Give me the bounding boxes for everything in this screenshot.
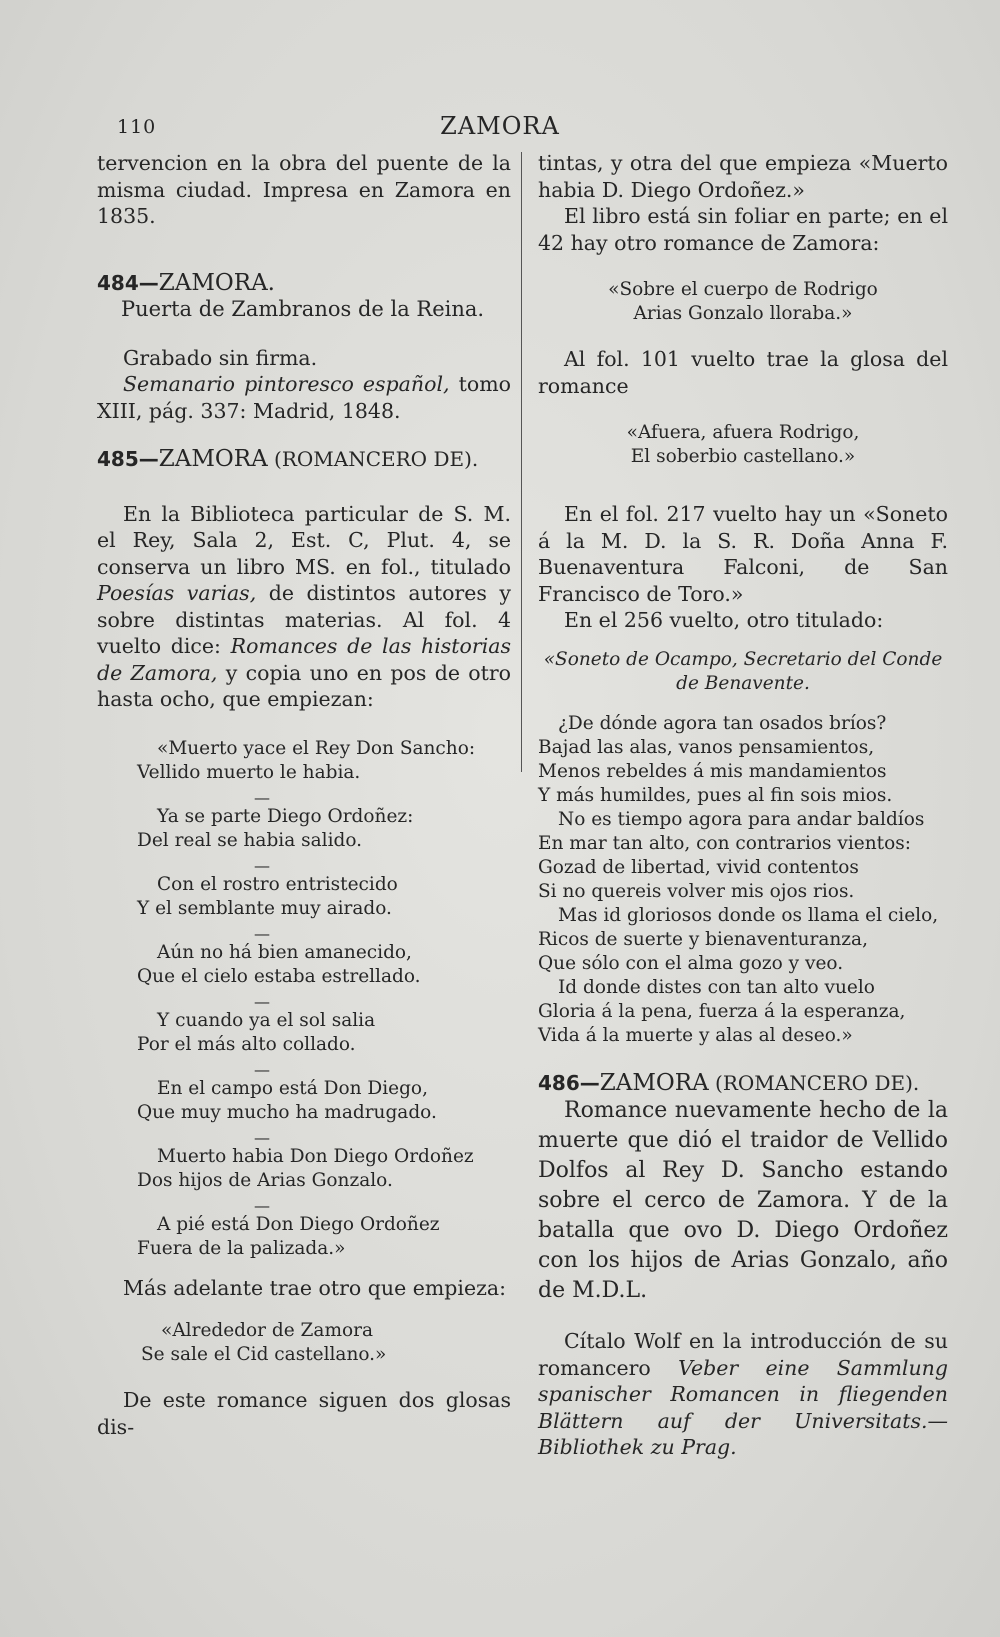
verse-line: El soberbio castellano.» (630, 446, 856, 467)
verse-line: Arias Gonzalo lloraba.» (633, 303, 853, 324)
verse-line: Se sale el Cid castellano.» (141, 1344, 387, 1365)
verse-line: Del real se habia salido. (137, 829, 363, 851)
entry-486-title-rest: (ROMANCERO DE). (708, 1070, 920, 1095)
entry-486-citation-text: Cítalo Wolf en la introducción de su romancero (538, 1329, 948, 1380)
verse-stanza-2 (133, 805, 511, 853)
entry-484-subtitle: Puerta de Zambranos de la Reina. (121, 297, 485, 321)
entry-486-body: Romance nuevamente hecho de la muerte que dió el traidor de Vellido Dolfos al Rey D. Sancho estando sobre el cerco de Zamora. Y de la batalla que ovo D. Diego Ordoñez con los hijos de Arias Gonzalo, año de M.D.L. (538, 1098, 948, 1303)
verse-line: «Muerto yace el Rey Don Sancho: (157, 737, 476, 759)
verse-stanza-5 (133, 1009, 511, 1057)
sonnet (538, 712, 948, 1048)
entry-485-number: 485— (97, 447, 159, 471)
sonnet-line: Id donde distes con tan alto vuelo (558, 976, 875, 998)
entry-486-title: ZAMORA (599, 1069, 709, 1096)
verse-stanza-8 (133, 1213, 511, 1261)
sonnet-line: Gloria á la pena, fuerza á la esperanza, (538, 1000, 906, 1022)
verse-line: En el campo está Don Diego, (157, 1077, 428, 1099)
paragraph-tintas: tintas, y otra del que empieza «Muerto habia D. Diego Ordoñez.» (538, 151, 948, 202)
verse-line: A pié está Don Diego Ordoñez (157, 1213, 440, 1235)
verse-line: Y cuando ya el sol salia (157, 1009, 376, 1031)
sonnet-line: Ricos de suerte y bienaventuranza, (538, 928, 868, 950)
entry-484-number: 484— (97, 270, 159, 295)
verse-line: «Alrededor de Zamora (161, 1320, 373, 1341)
verse-line: Dos hijos de Arias Gonzalo. (137, 1169, 393, 1191)
verse-stanza-7 (133, 1145, 511, 1193)
entry-485-title: ZAMORA (158, 446, 268, 472)
entry-485-heading (97, 446, 511, 473)
sonnet-line: Y más humildes, pues al fin sois mios. (538, 784, 893, 806)
stanza-separator: — (254, 787, 270, 807)
paragraph-glosas: De este romance siguen dos glosas dis- (97, 1388, 511, 1439)
entry-485-text-a: En la Biblioteca particular de S. M. el Rey, Sala 2, Est. C, Plut. 4, se conserva un libro MS. en fol., titulado (97, 501, 511, 579)
sonnet-line: No es tiempo agora para andar baldíos (558, 808, 925, 830)
quote-alrededor (97, 1319, 511, 1367)
entry-484-title: ZAMORA. (158, 269, 275, 296)
verse-line: Muerto habia Don Diego Ordoñez (157, 1145, 474, 1167)
verse-line: Y el semblante muy airado. (137, 897, 392, 919)
paragraph-libro: El libro está sin foliar en parte; en el 42 hay otro romance de Zamora: (538, 204, 948, 255)
verse-stanza-6 (133, 1077, 511, 1125)
entry-486-heading (538, 1070, 948, 1097)
verse-line: «Afuera, afuera Rodrigo, (626, 422, 860, 443)
verse-line: «Sobre el cuerpo de Rodrigo (608, 279, 878, 300)
stanza-separator: — (254, 1059, 270, 1079)
paragraph-fol-101: Al fol. 101 vuelto trae la glosa del romance (538, 347, 948, 398)
right-column (538, 150, 948, 1461)
entry-485-italic-2: Romances de las historias de Zamora, (97, 634, 511, 685)
sonnet-line: Que sólo con el alma gozo y veo. (538, 952, 844, 974)
paragraph-fol-256: En el 256 vuelto, otro titulado: (564, 608, 884, 632)
page-number: 110 (117, 116, 157, 138)
entry-484-heading (97, 270, 511, 297)
verse-stanza-4 (133, 941, 511, 989)
entry-485-title-rest: (ROMANCERO DE). (267, 447, 479, 471)
continuation-paragraph: tervencion en la obra del puente de la misma ciudad. Impresa en Zamora en 1835. (97, 151, 511, 228)
entry-484-source-title: Semanario pintoresco español, (123, 372, 450, 396)
entry-484-note: Grabado sin firma. (123, 345, 318, 370)
sonnet-line: ¿De dónde agora tan osados bríos? (558, 712, 887, 734)
sonnet-line: Si no quereis volver mis ojos rios. (538, 880, 855, 902)
entry-486-number: 486— (538, 1070, 600, 1095)
sonnet-line: Mas id gloriosos donde os llama el cielo, (558, 904, 939, 926)
verse-line: Que el cielo estaba estrellado. (137, 965, 421, 987)
sonnet-line: En mar tan alto, con contrarios vientos: (538, 832, 911, 854)
sonnet-line: Menos rebeldes á mis mandamientos (538, 760, 887, 782)
verse-line: Fuera de la palizada.» (137, 1237, 346, 1259)
stanza-separator: — (254, 923, 270, 943)
entry-485-paragraph (97, 501, 511, 713)
verse-line: Que muy mucho ha madrugado. (137, 1101, 437, 1123)
running-title: ZAMORA (440, 112, 560, 140)
verse-line: Vellido muerto le habia. (137, 761, 361, 783)
entry-486-citation-italic: Veber eine Sammlung spanischer Romancen in fliegenden Blättern auf der Universitats.—Bibliothek zu Prag. (538, 1355, 948, 1459)
entry-486-citation (538, 1328, 948, 1461)
stanza-separator: — (254, 1127, 270, 1147)
sonnet-line: Vida á la muerte y alas al deseo.» (538, 1024, 853, 1046)
left-column (97, 150, 511, 1440)
paragraph-mas-adelante: Más adelante trae otro que empieza: (123, 1275, 507, 1300)
stanza-separator: — (254, 1195, 270, 1215)
verse-line: Aún no há bien amanecido, (157, 941, 412, 963)
column-rule (521, 152, 522, 772)
sonnet-line: Gozad de libertad, vivid contentos (538, 856, 859, 878)
sonnet-line: Bajad las alas, vanos pensamientos, (538, 736, 875, 758)
entry-485-text-c: y copia uno en pos de otro hasta ocho, que empiezan: (97, 660, 511, 711)
verse-stanza-3 (133, 873, 511, 921)
page-header (0, 112, 1000, 146)
quote-afuera (538, 421, 948, 469)
stanza-separator: — (254, 855, 270, 875)
entry-485-italic-1: Poesías varias, (97, 581, 257, 605)
stanza-separator: — (254, 991, 270, 1011)
entry-484-source (97, 371, 511, 424)
verse-line: Por el más alto collado. (137, 1033, 356, 1055)
paragraph-fol-217: En el fol. 217 vuelto hay un «Soneto á la M. D. la S. R. Doña Anna F. Buenaventura Falconi, de San Francisco de Toro.» (538, 502, 948, 606)
romance-verses (97, 737, 511, 1261)
entry-485-text-b: de distintos autores y sobre distintas materias. Al fol. 4 vuelto dice: (97, 581, 511, 658)
verse-stanza-1 (133, 737, 511, 785)
verse-line: Ya se parte Diego Ordoñez: (157, 805, 414, 827)
verse-line: Con el rostro entristecido (157, 873, 398, 895)
sonnet-title: «Soneto de Ocampo, Secretario del Conde de Benavente. (543, 648, 943, 694)
quote-sobre-el-cuerpo (538, 278, 948, 326)
entry-484-source-rest: tomo XIII, pág. 337: Madrid, 1848. (97, 372, 511, 423)
